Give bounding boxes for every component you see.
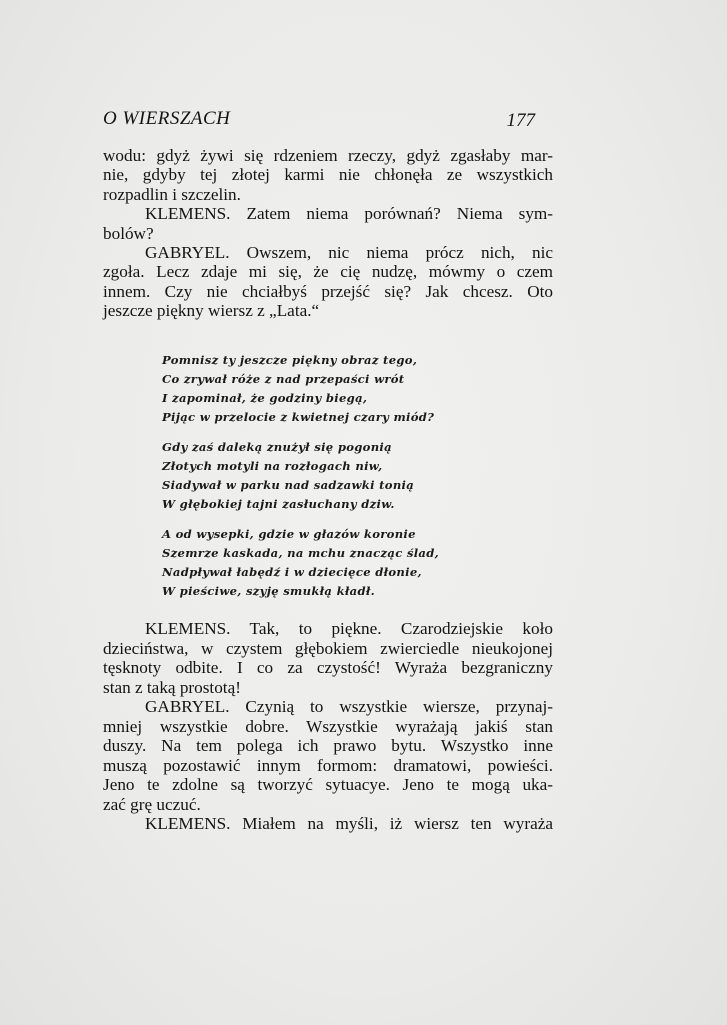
text-line: zać grę uczuć. [103,794,201,814]
text-line: zgoła. Lecz zdaje mi się, że cię nudzę, mówmy o czem [103,262,553,282]
text-line: stan z taką prostotą! [103,677,241,697]
poem-verse-line: Nadpływał łabędź i w dziecięce dłonie, [162,564,422,579]
text-line: tęsknoty odbite. I co za czystość! Wyraża bezgraniczny [103,658,553,677]
poem-verse-line: Pomnisz ty jeszcze piękny obraz tego, [162,353,418,367]
poem-stanza [162,351,482,427]
poem-verse-line: W głębokiej tajni zasłuchany dziw. [162,496,395,511]
text-line: KLEMENS. Miałem na myśli, iż wiersz ten wyraża [145,814,553,833]
running-head-title: O WIERSZACH [103,108,231,129]
text-line: wodu: gdyż żywi się rdzeniem rzeczy, gdyż zgasłaby mar- [103,146,553,165]
text-line: bolów? [103,223,154,243]
text-line: rozpadlin i szczelin. [103,184,241,204]
running-head [103,108,535,132]
poem-verse-line: W pieściwe, szyję smukłą kładł. [162,583,375,598]
poem-verse-line: Gdy zaś daleką znużył się pogonią [162,440,392,455]
poem-verse-line: I zapominał, że godziny biegą, [162,390,368,405]
text-line: nie, gdyby tej złotej karmi nie chłonęła ze wszystkich [103,165,553,185]
prose-after-poem [103,619,553,834]
poem-verse-line: Pijąc w przelocie z kwietnej czary miód? [162,409,435,424]
poem-verse-line: A od wysepki, gdzie w głazów koronie [162,527,416,542]
text-line: innem. Czy nie chciałbyś przejść się? Jak chcesz. Oto [103,281,553,301]
poem-stanza [162,525,482,601]
text-line: GABRYEL. Owszem, nic niema prócz nich, nic [145,242,553,262]
text-line: duszy. Na tem polega ich prawo bytu. Wszystko inne [103,736,553,755]
text-line: KLEMENS. Zatem niema porównań? Niema sym- [145,204,553,224]
text-line: GABRYEL. Czynią to wszystkie wiersze, przynaj- [145,697,553,716]
poem-verse-line: Szemrze kaskada, na mchu znacząc ślad, [162,546,439,561]
poem-verse-line: Złotych motyli na rozłogach niw, [162,458,383,473]
poem-verse-line: Co zrywał róże z nad przepaści wrót [162,371,405,386]
text-line: KLEMENS. Tak, to piękne. Czarodziejskie koło [145,619,553,638]
poem-verse-line: Siadywał w parku nad sadzawki tonią [162,477,415,492]
poem-quotation [162,351,482,612]
text-line: muszą pozostawić innym formom: dramatowi, powieści. [103,755,553,775]
page-number: 177 [506,110,535,131]
text-line: mniej wszystkie dobre. Wszystkie wyrażają jakiś stan [103,716,553,736]
prose-before-poem [103,146,553,321]
text-line: dzieciństwa, w czystem głębokiem zwierciedle nieukojonej [103,638,553,658]
poem-stanza [162,438,482,514]
text-line: Jeno te zdolne są tworzyć sytuacye. Jeno te mogą uka- [103,775,553,794]
text-line: jeszcze piękny wiersz z „Lata.“ [103,301,320,321]
